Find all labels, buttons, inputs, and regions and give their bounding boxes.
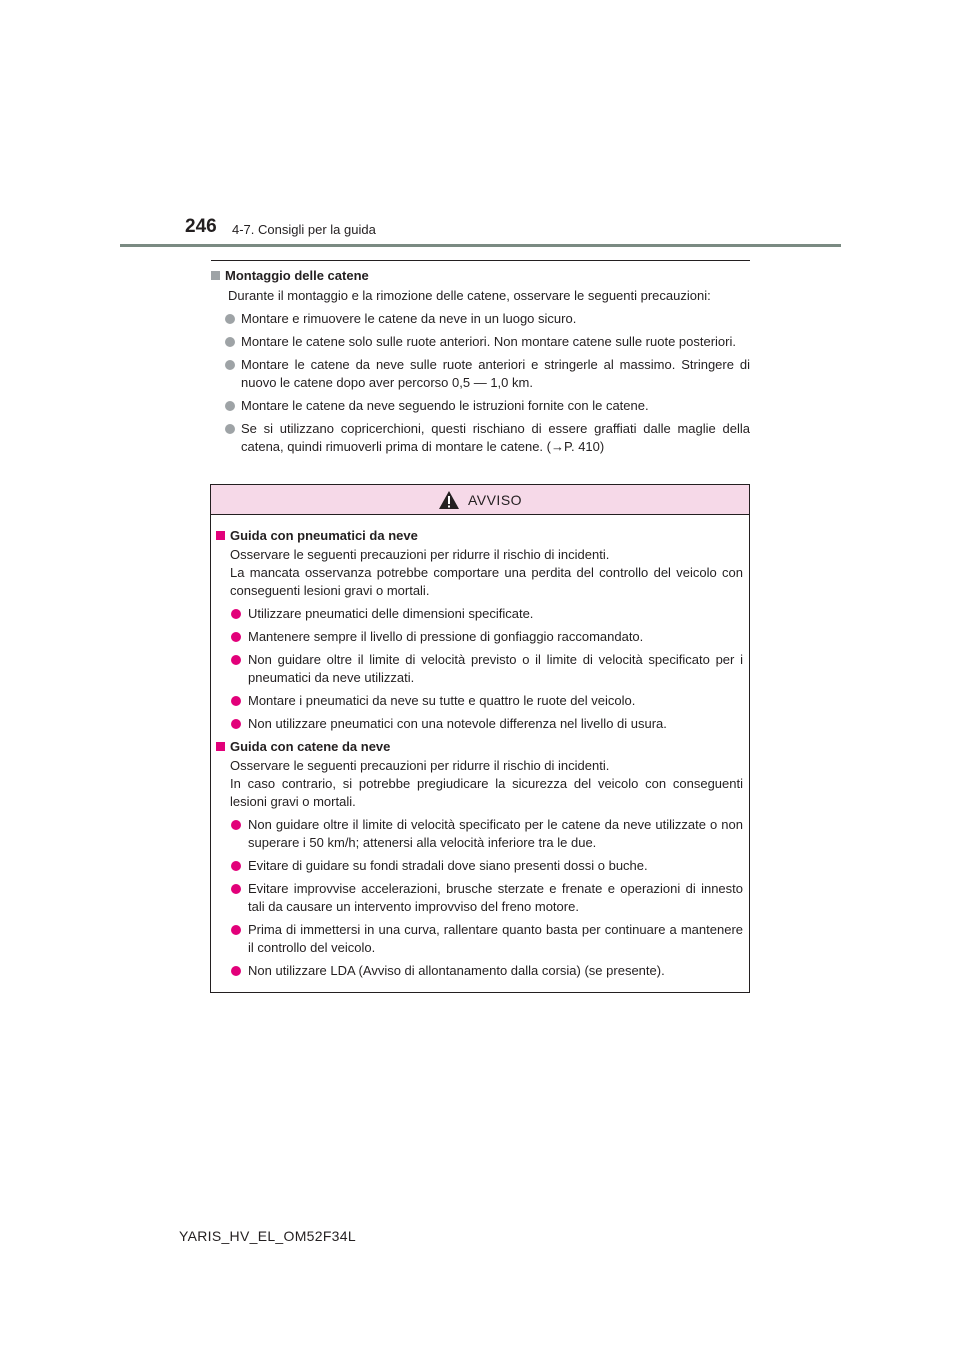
list-item: Non guidare oltre il limite di velocità specificato per le catene da neve utilizzate o non superare i 50 km/h; attenersi alla velocità inferiore tra le due. xyxy=(216,816,743,852)
warning-title: AVVISO xyxy=(467,491,523,508)
round-bullet-icon xyxy=(231,632,241,642)
document-code: YARIS_HV_EL_OM52F34L xyxy=(179,1228,356,1244)
snow-tires-intro: Osservare le seguenti precauzioni per ridurre il rischio di incidenti. La mancata osservanza potrebbe comportare una perdita del controllo del veicolo con conseguenti lesioni gravi o mortali. xyxy=(230,547,743,598)
round-bullet-icon xyxy=(231,655,241,665)
round-bullet-icon xyxy=(231,966,241,976)
round-bullet-icon xyxy=(231,884,241,894)
warning-body xyxy=(211,515,749,980)
warning-box xyxy=(210,484,750,993)
round-bullet-icon xyxy=(231,861,241,871)
round-bullet-icon xyxy=(225,401,235,411)
round-bullet-icon xyxy=(225,337,235,347)
round-bullet-icon xyxy=(231,696,241,706)
list-item: Se si utilizzano copricerchioni, questi rischiano di essere graffiati dalle maglie della catena, quindi rimuoverli prima di montare le catene. (→P. 410) xyxy=(211,420,750,456)
round-bullet-icon xyxy=(231,820,241,830)
list-item: Montare le catene da neve seguendo le istruzioni fornite con le catene. xyxy=(211,397,750,415)
list-item: Non utilizzare LDA (Avviso di allontanamento dalla corsia) (se presente). xyxy=(216,962,743,980)
snow-chains-intro: Osservare le seguenti precauzioni per ridurre il rischio di incidenti. In caso contrario, si potrebbe pregiudicare la sicurezza del veicolo con conseguenti lesioni gravi o mortali. xyxy=(230,758,743,809)
snow-tires-heading: Guida con pneumatici da neve xyxy=(216,527,743,545)
round-bullet-icon xyxy=(225,314,235,324)
chains-intro: Durante il montaggio e la rimozione delle catene, osservare le seguenti precauzioni: xyxy=(228,288,711,303)
round-bullet-icon xyxy=(231,719,241,729)
round-bullet-icon xyxy=(231,925,241,935)
round-bullet-icon xyxy=(225,424,235,434)
list-item: Montare le catene solo sulle ruote anteriori. Non montare catene sulle ruote posteriori. xyxy=(211,333,750,351)
list-item: Montare e rimuovere le catene da neve in un luogo sicuro. xyxy=(211,310,750,328)
list-item: Non guidare oltre il limite di velocità previsto o il limite di velocità specificato per i pneumatici da neve utilizzati. xyxy=(216,651,743,687)
list-item: Montare i pneumatici da neve su tutte e quattro le ruote del veicolo. xyxy=(216,692,743,710)
round-bullet-icon xyxy=(225,360,235,370)
square-bullet-icon xyxy=(216,742,225,751)
round-bullet-icon xyxy=(231,609,241,619)
content-divider xyxy=(211,260,750,261)
square-bullet-icon xyxy=(216,531,225,540)
chains-section xyxy=(211,267,750,461)
list-item: Prima di immettersi in una curva, rallentare quanto basta per continuare a mantenere il controllo del veicolo. xyxy=(216,921,743,957)
square-bullet-icon xyxy=(211,271,220,280)
section-title: 4-7. Consigli per la guida xyxy=(232,222,376,237)
list-item: Montare le catene da neve sulle ruote anteriori e stringerle al massimo. Stringere di nuovo le catene dopo aver percorso 0,5 — 1,0 km. xyxy=(211,356,750,392)
list-item: Evitare di guidare su fondi stradali dove siano presenti dossi o buche. xyxy=(216,857,743,875)
warning-triangle-icon xyxy=(438,490,460,510)
list-item: Mantenere sempre il livello di pressione di gonfiaggio raccomandato. xyxy=(216,628,743,646)
header-divider xyxy=(120,244,841,247)
list-item: Non utilizzare pneumatici con una notevole differenza nel livello di usura. xyxy=(216,715,743,733)
list-item: Evitare improvvise accelerazioni, brusche sterzate e frenate e operazioni di innesto tali da causare un intervento improvviso del freno motore. xyxy=(216,880,743,916)
snow-chains-heading: Guida con catene da neve xyxy=(216,738,743,756)
list-item: Utilizzare pneumatici delle dimensioni specificate. xyxy=(216,605,743,623)
warning-header xyxy=(211,485,749,515)
page-number: 246 xyxy=(185,216,217,237)
chains-heading: Montaggio delle catene xyxy=(211,267,750,285)
